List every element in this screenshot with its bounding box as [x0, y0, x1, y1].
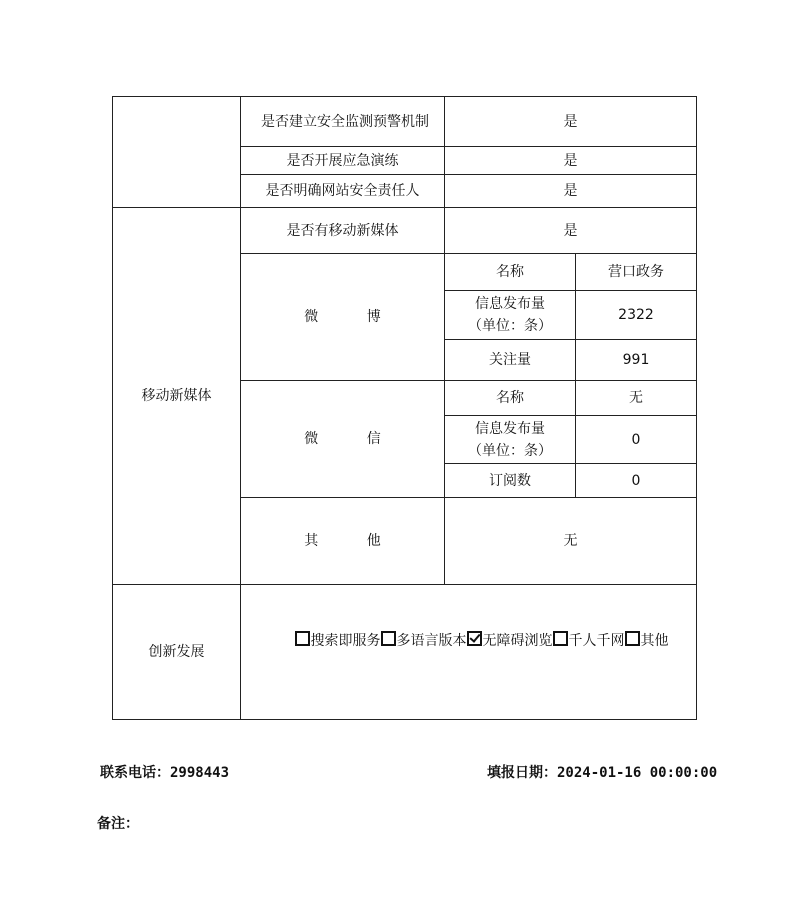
label-text: 是否建立安全监测预警机制	[261, 113, 429, 130]
label-wechat-posts	[445, 416, 576, 464]
value-weibo-posts: 2322	[576, 291, 697, 340]
value-has-new-media: 是	[445, 208, 697, 254]
section-label-new-media: 移动新媒体	[113, 208, 241, 585]
option-multilingual[interactable]	[381, 633, 467, 649]
checkbox-icon[interactable]	[625, 631, 640, 646]
label-line: 信息发布量	[475, 420, 545, 437]
value-responsible: 是	[445, 175, 697, 208]
label-wechat-name: 名称	[445, 381, 576, 416]
label-wechat: 微 信	[241, 381, 445, 498]
option-accessibility[interactable]	[467, 633, 553, 649]
value-wechat-posts: 0	[576, 416, 697, 464]
date-label: 填报日期：	[487, 765, 557, 781]
report-date	[487, 762, 717, 782]
phone-label: 联系电话：	[100, 765, 170, 781]
report-table	[112, 96, 697, 720]
value-weibo-name: 营口政务	[576, 254, 697, 291]
option-search-as-service[interactable]	[295, 633, 381, 649]
remark-label: 备注：	[97, 816, 139, 832]
label-has-new-media: 是否有移动新媒体	[241, 208, 445, 254]
label-wechat-subscribers: 订阅数	[445, 464, 576, 498]
label-line: 信息发布量	[475, 296, 545, 312]
date-value: 2024-01-16 00:00:00	[557, 765, 718, 781]
option-label: 无障碍浏览	[482, 633, 553, 649]
label-weibo-followers: 关注量	[445, 340, 576, 381]
value-drill: 是	[445, 147, 697, 175]
label-warning-mechanism	[241, 97, 445, 147]
table-row	[113, 208, 697, 254]
label-weibo-name: 名称	[445, 254, 576, 291]
option-label: 其他	[640, 633, 669, 649]
phone-value: 2998443	[170, 765, 230, 781]
label-weibo-posts	[445, 291, 576, 340]
value-warning-mechanism: 是	[445, 97, 697, 147]
table-row	[113, 97, 697, 147]
label-responsible: 是否明确网站安全责任人	[241, 175, 445, 208]
label-line: （单位：条）	[468, 318, 552, 334]
option-label: 搜索即服务	[310, 633, 381, 649]
option-label: 多语言版本	[396, 633, 467, 649]
remark	[97, 813, 139, 833]
value-other-media: 无	[445, 498, 697, 585]
checkbox-icon[interactable]	[381, 631, 396, 646]
value-wechat-subscribers: 0	[576, 464, 697, 498]
section-label-innovation: 创新发展	[113, 585, 241, 720]
checkbox-checked-icon[interactable]	[467, 631, 482, 646]
option-label: 千人千网	[568, 633, 625, 649]
option-other[interactable]	[625, 633, 669, 649]
checkmark-icon	[469, 631, 480, 643]
checkbox-icon[interactable]	[295, 631, 310, 646]
label-line: （单位：条）	[468, 442, 552, 459]
table-row	[113, 585, 697, 720]
label-weibo: 微 博	[241, 254, 445, 381]
checkbox-icon[interactable]	[553, 631, 568, 646]
option-personalized[interactable]	[553, 633, 625, 649]
section-cell-security	[113, 97, 241, 208]
innovation-options	[241, 585, 697, 720]
value-weibo-followers: 991	[576, 340, 697, 381]
label-drill: 是否开展应急演练	[241, 147, 445, 175]
value-wechat-name: 无	[576, 381, 697, 416]
label-other-media: 其 他	[241, 498, 445, 585]
contact-phone	[100, 762, 229, 782]
